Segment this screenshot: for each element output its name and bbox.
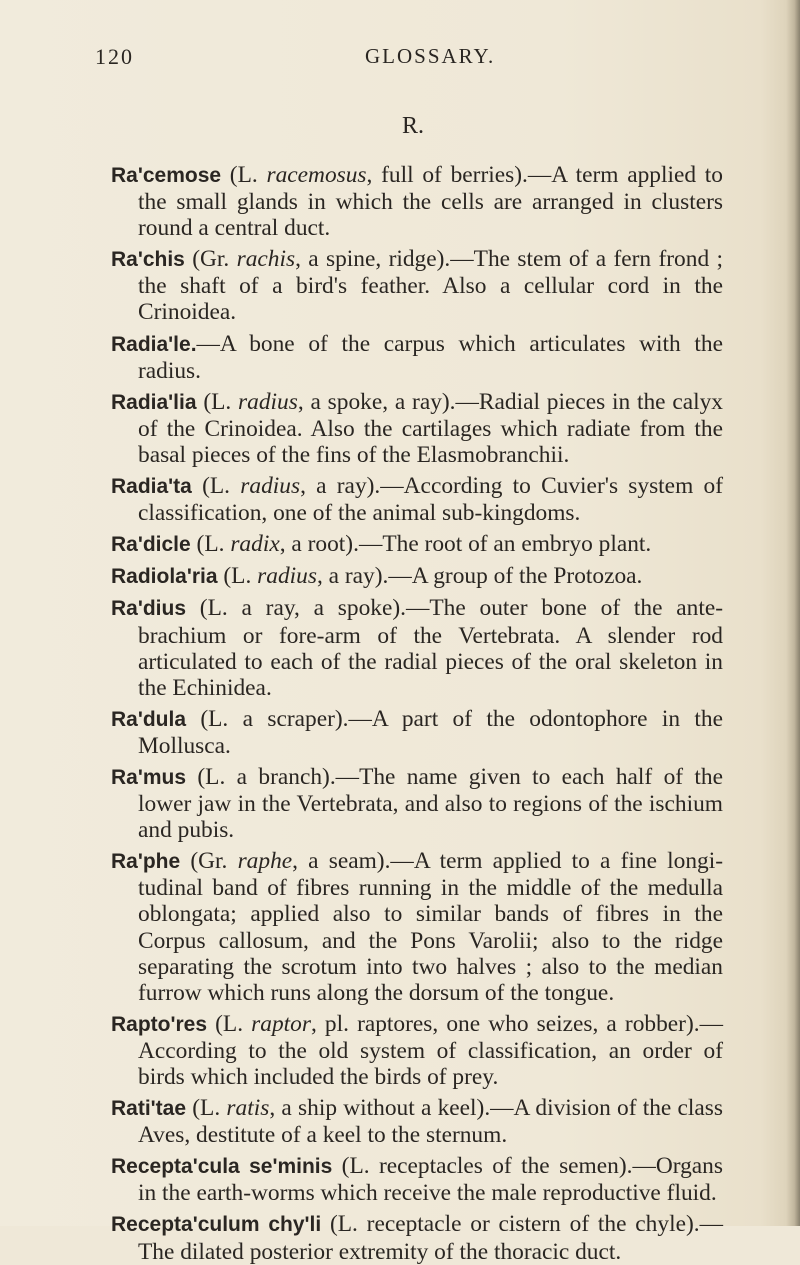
page-edge-shadow (786, 0, 800, 1226)
glossary-entry (111, 1153, 723, 1206)
glossary-entry: Rati'tae (L. ratis, a ship without a keel).—A division of the class Aves, destitute of a keel to the sternum. (111, 1095, 723, 1149)
entry-etymon: radix (230, 531, 280, 558)
glossary-entry: Radia'lia (L. radius, a spoke, a ray).—Radial pieces in the calyx of the Crinoidea. Also the cartilages which radiate from the basal pieces of the fins of the Elasmobranchii. (111, 388, 723, 468)
entry-headword: Ra'cemose (111, 164, 222, 187)
entry-headword: Radia'le. (111, 332, 197, 356)
entry-headword: Radiola'ria (111, 565, 218, 589)
entry-etymon: radius (240, 473, 301, 500)
entry-etymon: radius (257, 563, 317, 590)
entry-headword: Recepta'culum chy'li (111, 1213, 322, 1237)
running-head (95, 44, 655, 74)
entry-definition: , pl. raptores, one who seizes, a robber).—According to the old system of classification, an order of birds which included the birds of prey. (138, 1010, 723, 1090)
entry-etymon: raphe (237, 848, 293, 875)
entry-headword: Rati'tae (111, 1097, 187, 1121)
entry-headword: Ra'dius (111, 597, 187, 621)
glossary-entry: Ra'cemose (L. racemosus, full of berries).—A term applied to the small glands in which the cells are arranged in clusters round a central duct. (111, 162, 723, 242)
glossary-entry (111, 706, 723, 759)
entry-definition: (L. receptacle or cistern of the chyle).—The dilated posterior extremity of the thoracic duct. (138, 1211, 723, 1265)
glossary-entry: Ra'chis (Gr. rachis, a spine, ridge).—The stem of a fern frond ; the shaft of a bird's feather. Also a cellular cord in the Crinoidea. (111, 246, 723, 326)
entry-definition: (L. a branch).—The name given to each half of the lower jaw in the Vertebrata, and also to regions of the ischium and pubis. (138, 763, 723, 844)
entry-definition: , full of berries).—A term applied to the small glands in which the cells are arranged in clusters round a central duct. (138, 162, 723, 242)
glossary-entry: Rapto'res (L. raptor, pl. raptores, one who seizes, a robber).—According to the old system of classification, an order of birds which included the birds of prey. (111, 1010, 723, 1090)
entry-definition: (L. receptacles of the semen).—Organs in the earth-worms which receive the male reproductive fluid. (138, 1153, 723, 1207)
entry-headword: Rapto'res (111, 1012, 208, 1036)
running-title: GLOSSARY. (365, 44, 496, 68)
glossary-entry: Radia'ta (L. radius, a ray).—According to Cuvier's system of classification, one of the animal sub-kingdoms. (111, 473, 723, 527)
entry-headword: Ra'dicle (111, 533, 191, 557)
entry-headword: Ra'mus (111, 765, 187, 789)
entry-headword: Recepta'cula se'minis (111, 1155, 333, 1179)
entry-headword: Radia'lia (111, 390, 197, 414)
glossary-entry (111, 764, 723, 843)
glossary-entry (111, 595, 723, 700)
page-number: 120 (95, 44, 134, 69)
section-letter: R. (401, 113, 424, 139)
entry-etymon: racemosus (266, 162, 367, 188)
glossary-entries (111, 162, 723, 1265)
entry-definition: , a seam).—A term applied to a fine longi-tudinal band of fibres running in the middle of the medulla oblongata; applied also to similar bands of fibres in the Corpus callosum, and the Pons Varolii; also to the ridge separating the scrotum into two halves ; also to the median furrow which runs along the dorsum of the tongue. (138, 848, 723, 1006)
entry-etymon: radius (238, 388, 298, 415)
entry-headword: Ra'chis (111, 248, 185, 272)
entry-definition: , a ray).—According to Cuvier's system of classification, one of the animal sub-kingdoms. (138, 473, 723, 527)
entry-headword: Radia'ta (111, 475, 192, 499)
glossary-entry: Ra'dicle (L. radix, a root).—The root of an embryo plant. (111, 531, 652, 558)
glossary-entry (111, 331, 723, 384)
entry-headword: Ra'dula (111, 707, 187, 731)
entry-definition: , a ship without a keel).—A division of the class Aves, destitute of a keel to the sternum. (138, 1095, 723, 1149)
entry-headword: Ra'phe (111, 850, 181, 874)
entry-definition: —A bone of the carpus which articulates with the radius. (138, 330, 723, 384)
entry-definition: , a root).—The root of an embryo plant. (279, 531, 652, 558)
entry-etymon: ratis (226, 1095, 270, 1122)
entry-etymon: rachis (236, 246, 296, 273)
entry-definition: (L. a scraper).—A part of the odontophore in the Mollusca. (138, 705, 723, 759)
entry-definition: , a spoke, a ray).—Radial pieces in the calyx of the Crinoidea. Also the cartilages which radiate from the basal pieces of the fins of the Elasmobranchii. (138, 388, 723, 468)
glossary-entry: Radiola'ria (L. radius, a ray).—A group of the Protozoa. (111, 563, 643, 590)
glossary-entry: Ra'phe (Gr. raphe, a seam).—A term applied to a fine longi-tudinal band of fibres running in the middle of the medulla oblongata; applied also to similar bands of fibres in the Corpus callosum, and the Pons Varolii; also to the ridge separating the scrotum into two halves ; also to the median furrow which runs along the dorsum of the tongue. (111, 848, 723, 1006)
entry-definition: , a ray).—A group of the Protozoa. (316, 563, 643, 590)
entry-definition: (L. a ray, a spoke).—The outer bone of the ante-brachium or fore-arm of the Vertebrata. A slender rod articulated to each of the radial pieces of the oral skeleton in the Echinidea. (138, 595, 723, 701)
entry-definition: , a spine, ridge).—The stem of a fern frond ; the shaft of a bird's feather. Also a cellular cord in the Crinoidea. (138, 246, 723, 326)
entry-etymon: raptor (251, 1010, 311, 1037)
glossary-entry (111, 1211, 723, 1264)
